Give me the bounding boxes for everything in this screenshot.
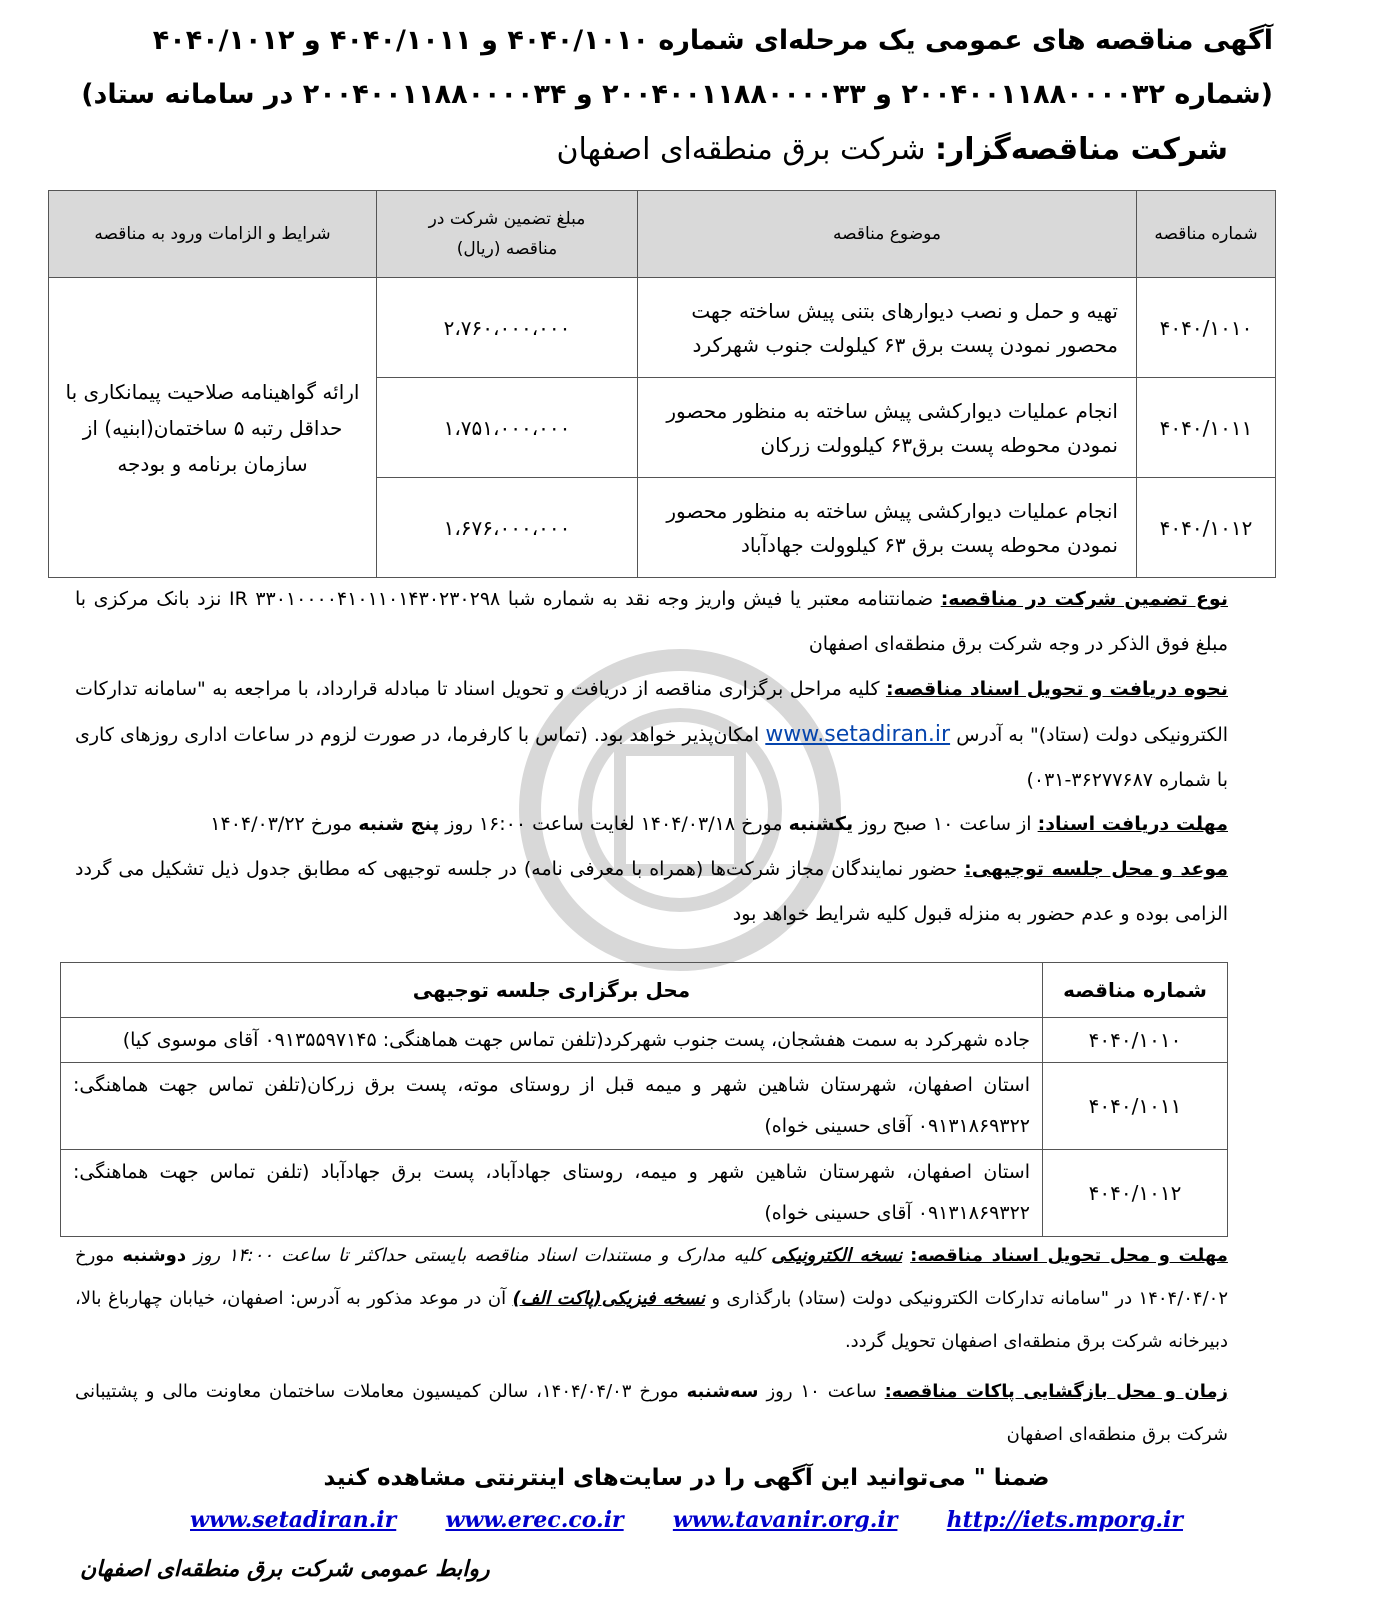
tender-amount: ۱،۷۵۱،۰۰۰،۰۰۰ <box>377 378 638 478</box>
briefing-label: موعد و محل جلسه توجیهی: <box>964 858 1228 880</box>
delivery-text: مورخ ۱۴۰۴/۰۴/۰۲ در "سامانه تدارکات الکترونیکی دولت (ستاد) بارگذاری و <box>75 1245 1229 1309</box>
delivery-text: آن در موعد مذکور به آدرس: اصفهان، خیابان چهارباغ بالا، دبیرخانه شرکت برق منطقه‌ای اصفهان تحویل گردد. <box>75 1288 1228 1352</box>
receive-deadline-text: مورخ ۱۴۰۴/۰۳/۱۸ لغایت ساعت ۱۶:۰۰ روز <box>445 813 783 835</box>
header-number: شماره مناقصه <box>1043 963 1228 1018</box>
opening-text: ساعت ۱۰ روز <box>766 1381 877 1402</box>
tender-number: ۴۰۴۰/۱۰۱۰ <box>1043 1018 1228 1063</box>
link-setadiran[interactable]: www.setadiran.ir <box>190 1507 397 1533</box>
header-subject: موضوع مناقصه <box>638 191 1137 278</box>
tender-number: ۴۰۴۰/۱۰۱۱ <box>1043 1063 1228 1150</box>
receive-deadline-label: مهلت دریافت اسناد: <box>1037 813 1228 835</box>
tender-subject: تهیه و حمل و نصب دیوارهای بتنی پیش ساخته جهت محصور نمودن پست برق ۶۳ کیلولت جنوب شهرکرد <box>638 278 1137 378</box>
guarantee-text-before: ضمانتنامه معتبر یا فیش واریز وجه نقد به شماره شبا <box>507 588 934 610</box>
receive-deadline-day-start: یکشنبه <box>788 813 854 835</box>
table-row <box>49 278 1276 378</box>
public-relations-signature: روابط عمومی شرکت برق منطقه‌ای اصفهان <box>80 1557 490 1582</box>
tender-amount: ۲،۷۶۰،۰۰۰،۰۰۰ <box>377 278 638 378</box>
link-iets[interactable]: http://iets.mporg.ir <box>946 1507 1183 1533</box>
link-erec[interactable]: www.erec.co.ir <box>445 1507 624 1533</box>
briefing-place: استان اصفهان، شهرستان شاهین شهر و میمه قبل از روستای موته، پست برق زرکان(تلفن تماس جهت هماهنگی: ۰۹۱۳۱۸۶۹۳۲۲ آقای حسینی خواه) <box>61 1063 1043 1150</box>
delivery-paragraph <box>75 1234 1228 1363</box>
docs-text-before: کلیه مراحل برگزاری مناقصه از دریافت و تحویل اسناد تا مبادله قرارداد، با مراجعه به "سامانه تدارکات الکترونیکی دولت (ستاد)" به آدرس <box>75 678 1229 746</box>
table-header-row <box>49 191 1276 278</box>
tender-conditions: ارائه گواهینامه صلاحیت پیمانکاری با حداقل رتبه ۵ ساختمان(ابنیه) از سازمان برنامه و بودجه <box>49 278 377 578</box>
docs-text-after: امکان‌پذیر خواهد بود. (تماس با کارفرما، در صورت لزوم در ساعات اداری روزهای کاری با شماره ۳۶۲۷۷۶۸۷-۰۳۱) <box>75 724 1228 791</box>
guarantee-iban: IR ۳۳۰۱۰۰۰۰۴۱۰۱۱۰۱۴۳۰۲۳۰۲۹۸ <box>228 588 501 610</box>
table-header-row <box>61 963 1228 1018</box>
delivery-text: کلیه مدارک و مستندات اسناد مناقصه بایستی حداکثر تا ساعت ۱۴:۰۰ روز <box>194 1245 764 1266</box>
docs-paragraph <box>75 667 1228 803</box>
organizer-line <box>556 130 1228 170</box>
guarantee-label: نوع تضمین شرکت در مناقصه: <box>940 588 1228 610</box>
opening-paragraph <box>75 1370 1228 1456</box>
briefing-place: استان اصفهان، شهرستان شاهین شهر و میمه، روستای جهادآباد، پست برق جهادآباد (تلفن تماس جهت هماهنگی: ۰۹۱۳۱۸۶۹۳۲۲ آقای حسینی خواه) <box>61 1150 1043 1237</box>
organizer-value: شرکت برق منطقه‌ای اصفهان <box>556 132 926 167</box>
opening-label: زمان و محل بازگشایی پاکات مناقصه: <box>884 1381 1229 1402</box>
tender-number: ۴۰۴۰/۱۰۱۲ <box>1043 1150 1228 1237</box>
tender-number: ۴۰۴۰/۱۰۱۲ <box>1137 478 1276 578</box>
guarantee-paragraph <box>75 577 1228 667</box>
organizer-label: شرکت مناقصه‌گزار: <box>935 132 1228 167</box>
notice-title: آگهی مناقصه های عمومی یک مرحله‌ای شماره ۴۰۴۰/۱۰۱۰ و ۴۰۴۰/۱۰۱۱ و ۴۰۴۰/۱۰۱۲ (شماره ۲۰۰۴۰۰۱۱۸۸۰۰۰۰۳۲ و ۲۰۰۴۰۰۱۱۸۸۰۰۰۰۳۳ و ۲۰۰۴۰۰۱۱۸۸۰۰۰۰۳۴ در سامانه ستاد) <box>81 25 1273 110</box>
opening-text: مورخ ۱۴۰۴/۰۴/۰۳، سالن کمیسیون معاملات ساختمان معاونت مالی و پشتیبانی شرکت برق منطقه‌ای اصفهان <box>75 1381 1228 1445</box>
table-row <box>61 1063 1228 1150</box>
tender-subject: انجام عملیات دیوارکشی پیش ساخته به منظور محصور نمودن محوطه پست برق۶۳ کیلوولت زرکان <box>638 378 1137 478</box>
tender-number: ۴۰۴۰/۱۰۱۱ <box>1137 378 1276 478</box>
opening-day: سه‌شنبه <box>686 1381 759 1402</box>
header-conditions: شرایط و الزامات ورود به مناقصه <box>49 191 377 278</box>
tender-number: ۴۰۴۰/۱۰۱۰ <box>1137 278 1276 378</box>
table-row <box>61 1018 1228 1063</box>
delivery-label: مهلت و محل تحویل اسناد مناقصه: <box>910 1245 1228 1266</box>
link-tavanir[interactable]: www.tavanir.org.ir <box>672 1507 898 1533</box>
tenders-table <box>48 190 1276 578</box>
briefing-text: حضور نمایندگان مجاز شرکت‌ها (همراه با معرفی نامه) در جلسه توجیهی که مطابق جدول ذیل تشکیل می گردد الزامی بوده و عدم حضور به منزله قبول کلیه شرایط خواهد بود <box>75 858 1228 925</box>
tender-amount: ۱،۶۷۶،۰۰۰،۰۰۰ <box>377 478 638 578</box>
receive-deadline-text: از ساعت ۱۰ صبح روز <box>859 813 1032 835</box>
setadiran-link[interactable]: www.setadiran.ir <box>765 722 951 747</box>
delivery-electronic: نسخه الکترونیکی <box>771 1245 903 1266</box>
header-place: محل برگزاری جلسه توجیهی <box>61 963 1043 1018</box>
receive-deadline-paragraph <box>75 802 1228 847</box>
website-links <box>190 1507 1183 1533</box>
guarantee-text-after: نزد بانک مرکزی با مبلغ فوق الذکر در وجه شرکت برق منطقه‌ای اصفهان <box>75 588 1228 655</box>
briefing-place: جاده شهرکرد به سمت هفشجان، پست جنوب شهرکرد(تلفن تماس جهت هماهنگی: ۰۹۱۳۵۵۹۷۱۴۵ آقای موسوی کیا) <box>61 1018 1043 1063</box>
briefing-table <box>60 962 1228 1237</box>
table-row <box>61 1150 1228 1237</box>
docs-label: نحوه دریافت و تحویل اسناد مناقصه: <box>885 678 1228 700</box>
header-number: شماره مناقصه <box>1137 191 1276 278</box>
receive-deadline-text: مورخ ۱۴۰۴/۰۳/۲۲ <box>210 813 353 835</box>
receive-deadline-day-end: پنج شنبه <box>358 813 440 835</box>
footnote: ضمنا " می‌توانید این آگهی را در سایت‌های اینترنتی مشاهده کنید <box>323 1465 1050 1491</box>
tender-subject: انجام عملیات دیوارکشی پیش ساخته به منظور محصور نمودن محوطه پست برق ۶۳ کیلوولت جهادآباد <box>638 478 1137 578</box>
header-amount: مبلغ تضمین شرکت در مناقصه (ریال) <box>377 191 638 278</box>
briefing-paragraph <box>75 847 1228 937</box>
delivery-physical: نسخه فیزیکی(پاکت الف) <box>512 1288 705 1309</box>
delivery-day: دوشنبه <box>122 1245 187 1266</box>
